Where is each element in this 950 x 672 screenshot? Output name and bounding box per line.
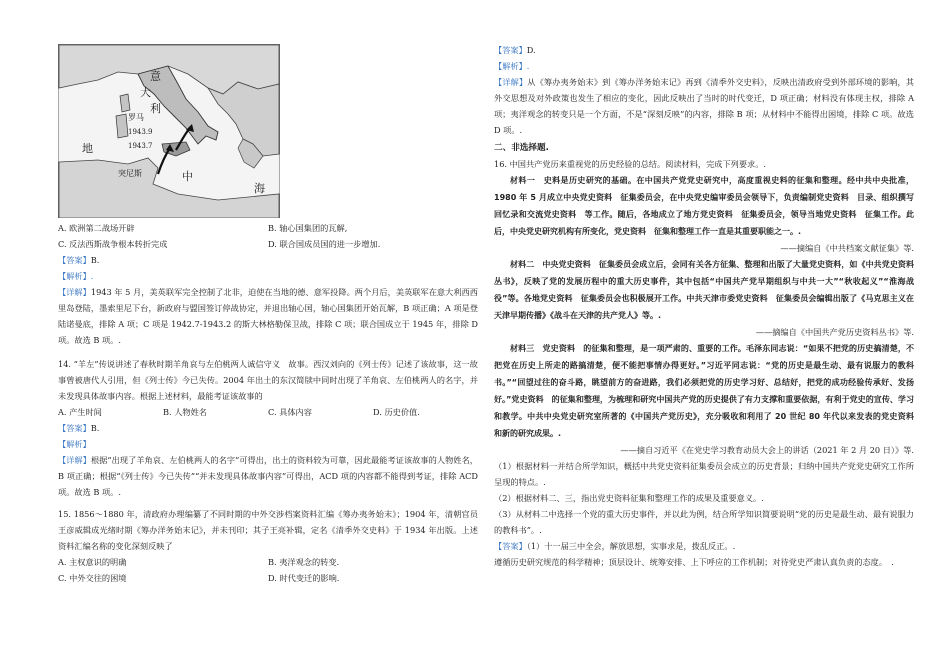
q16-answer-2: 遵循历史研究规范的科学精神；顶层设计、统筹安排、上下呼应的工作机制；对待党史严肃认真负责的态度。 . <box>494 557 894 567</box>
q13-option-a: A. 欧洲第二战场开辟 <box>58 223 135 233</box>
q14-options <box>58 404 478 420</box>
q13-option-b: B. 轴心国集团的瓦解, <box>268 223 348 233</box>
map-label-da: 大 <box>140 86 151 99</box>
requirement-3: （3）从材料二中选择一个党的重大历史事件，并以此为例，结合所学知识简要说明“党的历史是最生动、最有说服力的教科书”。. <box>494 509 914 535</box>
material-2-source: ——摘编自《中国共产党历史资料丛书》等. <box>755 327 914 337</box>
map-label-li: 利 <box>150 102 161 115</box>
material-1: 材料一 史料是历史研究的基础。在中国共产党党史研究中，高度重视史料的征集和整理。经中共中央批准，1980 年 5 月成立中央党史资料 征集委员会，在中央党史编审委员会领导下，负责编制党史资料 目录、组织撰写回忆录和交流党史资料 等工作。随后，各地成立了地方党史资料 征集委员会，领导当地党史资料 征集工作。此后，中央党史研究机构有所变化，党史资料 征集和整理工作一直是其重要职能之一。. <box>494 176 914 236</box>
map-label-rome: 罗马 <box>128 113 144 122</box>
q15-option-a: A. 主权意识的明确 <box>58 557 127 567</box>
material-1-source: ——摘编自《中共档案文献征集》等. <box>780 243 914 253</box>
q15-option-b: B. 夷洋观念的转变. <box>268 557 340 567</box>
q13-options <box>58 220 478 252</box>
italy-map <box>58 44 280 218</box>
map-label-tunisia: 突尼斯 <box>118 169 142 178</box>
q14-stem: 14. “羊左”传说讲述了春秋时期羊角哀与左伯桃两人诚信守义 故事。西汉刘向的《列士传》记述了该故事，这一故事曾被唐代人引用，但《列士传》今已失传。2004 年出土的东汉简牍中同时出现了羊角哀、左伯桃两人的名字，并未发现具体故事内容。根据上述材料，最能考证该故事的 <box>58 359 478 401</box>
right-column <box>494 42 922 570</box>
section-title: 二、非选择题. <box>494 143 549 153</box>
q14-analysis: 【解析】 <box>58 439 91 449</box>
q15-option-c: C. 中外交往的困境 <box>58 573 127 583</box>
q14-option-a: A. 产生时间 <box>58 407 102 417</box>
q15-option-d: D. 时代变迁的影响. <box>268 573 340 583</box>
material-3-source: ——摘自习近平《在党史学习教育动员大会上的讲话（2021 年 2 月 20 日）》等. <box>620 445 914 455</box>
map-label-di: 地 <box>82 142 93 155</box>
map-label-date-1943-9: 1943.9 <box>128 128 153 136</box>
q14-answer: 【答案】B. <box>58 423 100 433</box>
q13-answer: 【答案】B. <box>58 255 100 265</box>
q15-answer: 【答案】D. <box>494 45 536 55</box>
q15-options <box>58 554 478 586</box>
q16-answer-1: 【答案】（1）十一届三中全会，解放思想，实事求是，拨乱反正。. <box>494 541 736 551</box>
map-label-yi: 意 <box>150 70 161 83</box>
q14-option-d: D. 历史价值. <box>373 407 420 417</box>
left-column <box>58 220 478 586</box>
map-label-date-1943-7: 1943.7 <box>128 142 153 150</box>
map-label-zhong: 中 <box>182 170 193 183</box>
q15-analysis: 【解析】. <box>494 61 530 71</box>
q14-detail: 【详解】根据“出现了羊角哀、左伯桃两人的名字”可得出，出土的资料较为可靠，因此最能考证该故事的人物姓名，B 项正确；根据“《列士传》今已失传”“并未发现具体故事内容”可得出，ACD 项的内容都不能得到考证，排除 ACD 项。故选 B 项。. <box>58 455 478 497</box>
q16-stem: 16. 中国共产党历来重视党的历史经验的总结。阅读材料，完成下列要求。. <box>494 159 767 169</box>
q15-stem: 15. 1856～1880 年，清政府办理编纂了不同时期的中外交涉档案资料汇编《筹办夷务始末》；1904 年，清朝官员王彦威辑成光绪时期《筹办洋务始末记》，并未刊印；其子王亮补辑，定名《清季外交史料》于 1934 年出版。上述资料汇编名称的变化深刻反映了 <box>58 509 478 551</box>
q13-option-d: D. 联合国成员国的进一步增加. <box>268 239 381 249</box>
q13-option-c: C. 反法西斯战争根本转折完成 <box>58 239 168 249</box>
q13-detail: 【详解】1943 年 5 月，美英联军完全控制了北非，迫使在当地的德、意军投降。两个月后，美英联军在意大利西西里岛登陆，墨索里尼下台，新政府与盟国签订停战协定，并退出轴心国，轴心国集团开始瓦解，B 项正确；A 项是登陆诺曼底，排除 A 项；C 项是 1942.7-1943.2 的斯大林格勒保卫战，排除 C 项；联合国成立于 1945 年，排除 D 项。故选 B 项。. <box>58 287 478 345</box>
q13-analysis: 【解析】. <box>58 271 94 281</box>
material-2: 材料二 中央党史资料 征集委员会成立后，会同有关各方征集、整理和出版了大量党史资料，如《中共党史资料 丛书》，反映了党的发展历程中的重大历史事件，其中包括“中国共产党早期组织与中共一大”“秋收起义”“淮海战役”等。各地党史资料 征集委员会也积极展开工作。中共天津市委党史资料 征集委员会编辑出版了《马克思主义在天津早期传播》《战斗在天津的共产党人》等。. <box>494 260 922 320</box>
q14-option-c: C. 具体内容 <box>268 407 312 417</box>
q14-option-b: B. 人物姓名 <box>163 407 207 417</box>
map-label-hai: 海 <box>254 182 265 195</box>
material-3: 材料三 党史资料 的征集和整理，是一项严肃的、重要的工作。毛泽东同志说：“如果不把党的历史搞清楚，不把党在历史上所走的路搞清楚，便不能把事情办得更好。”习近平同志说：“党的历史是最生动、最有说服力的教科书。”“回望过往的奋斗路，眺望前方的奋进路，我们必须把党的历史学习好、总结好，把党的成功经验传承好、发扬好。”党史资料 的征集和整理，为梳理和研究中国共产党的历史提供了有力支撑和重要依据，有利于党史的宣传、学习和教学。中共中央党史研究室所著的《中国共产党历史》，充分吸收和利用了 20 世纪 80 年代以来发表的党史资料 和新的研究成果。. <box>494 344 922 438</box>
requirement-1: （1）根据材料一并结合所学知识，概括中共党史资料征集委员会成立的历史背景；归纳中国共产党党史研究工作所呈现的特点。. <box>494 461 914 487</box>
requirement-2: （2）根据材料二、三，指出党史资料征集和整理工作的成果及重要意义。. <box>494 493 764 503</box>
q15-detail: 【详解】从《筹办夷务始末》到《筹办洋务始末记》再到《清季外交史料》，反映出清政府受到外部环境的影响，其外交思想及对外政策也发生了相应的变化，因此反映出了当时的时代变迁，D 项正确；材料没有体现主权，排除 A 项；夷洋观念的转变只是一个方面，不是“深刻反映”的内容，排除 B 项；从材料中不能得出困境，排除 C 项。故选 D 项。. <box>494 77 914 135</box>
map-graphic <box>58 44 280 218</box>
